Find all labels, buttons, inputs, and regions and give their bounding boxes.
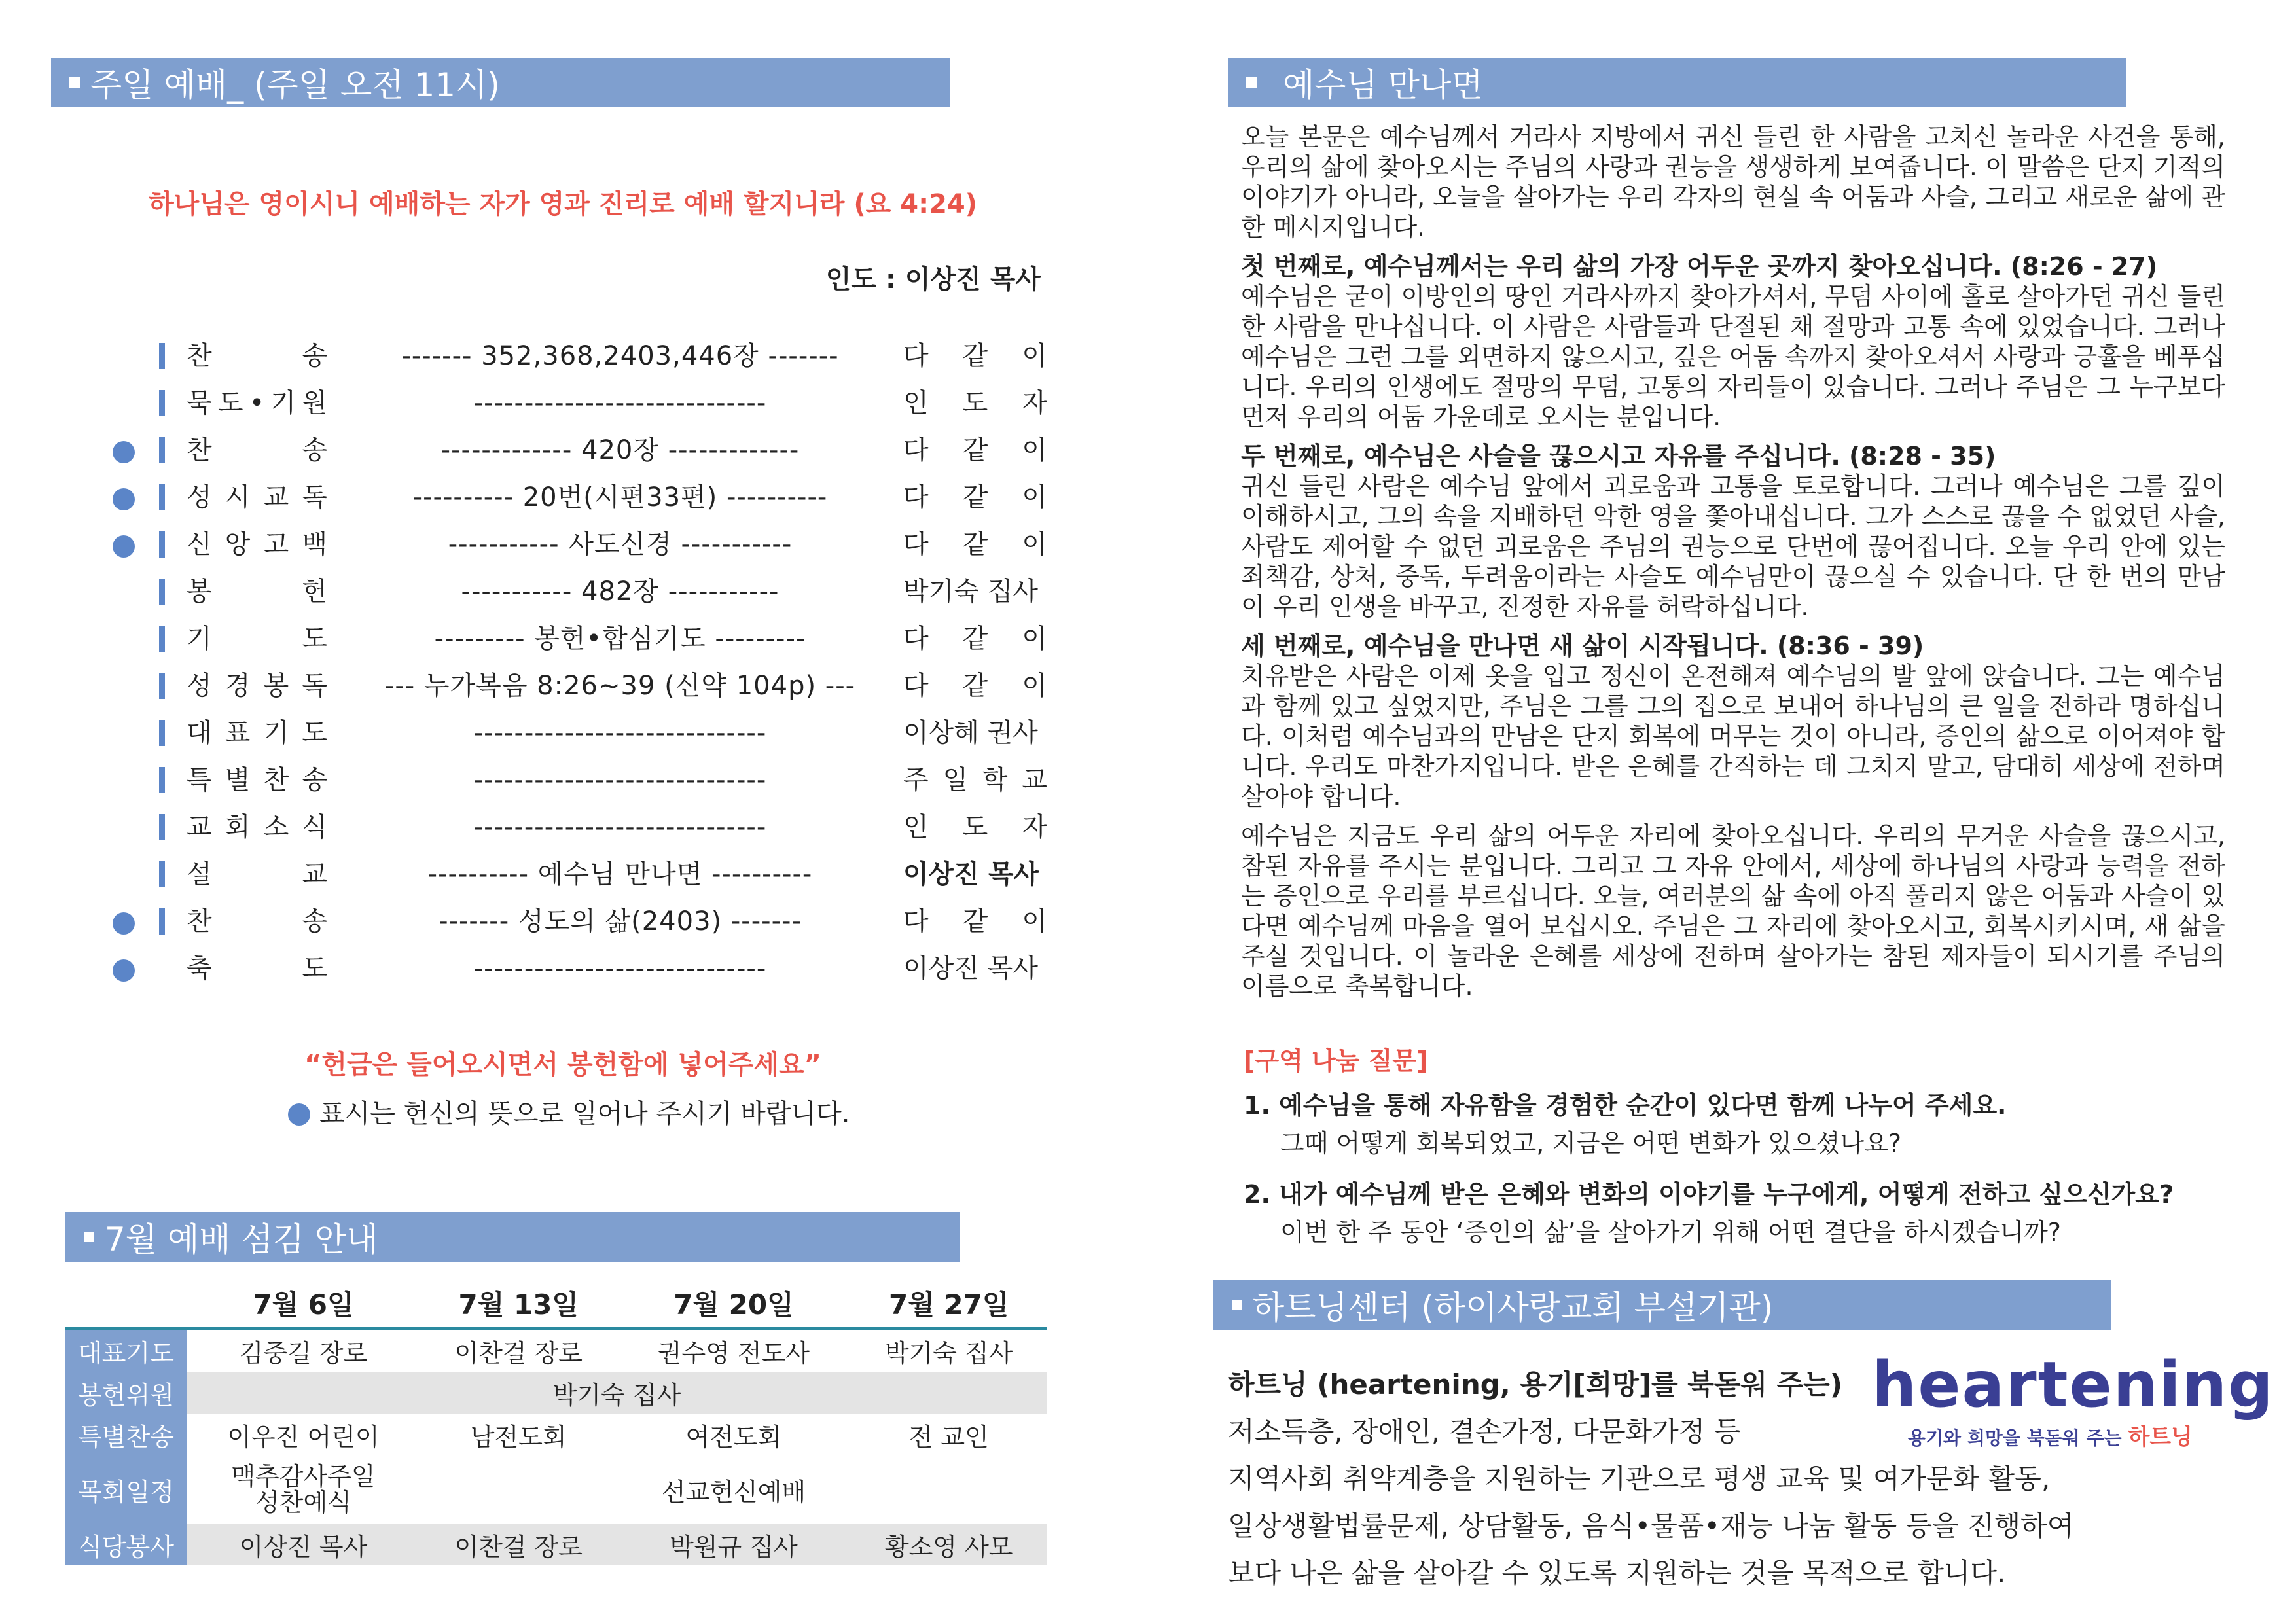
service-schedule-table (65, 1279, 1047, 1565)
order-item-person-part: 이 (1022, 671, 1047, 701)
schedule-header-title: 7월 예배 섬김 안내 (105, 1221, 378, 1258)
order-item-name (187, 474, 327, 521)
order-item-name-char: 도 (302, 624, 327, 654)
center-line: 지역사회 취약계층을 지원하는 기관으로 평생 교육 및 여가문화 활동, (1228, 1463, 2051, 1495)
bullet-square-icon (84, 1232, 94, 1242)
schedule-row-label: 목회일정 (65, 1455, 187, 1524)
order-item-person-part: 도 (962, 812, 988, 842)
order-of-worship (105, 332, 1047, 992)
questions-label: [구역 나눔 질문] (1244, 1046, 1428, 1075)
order-item-person (903, 851, 1047, 898)
order-item-name-char: 찬 (187, 906, 212, 936)
order-item-name-char: 헌 (302, 577, 327, 607)
question-title: 2. 내가 예수님께 받은 은혜와 변화의 이야기를 누구에게, 어떻게 전하고 싶으신가요? (1244, 1180, 2174, 1209)
schedule-row (65, 1329, 1047, 1372)
order-item-name (187, 615, 327, 662)
order-item-name-char: 독 (302, 482, 327, 512)
bullet-bar-icon (159, 626, 165, 652)
bullet-bar-icon (159, 531, 165, 558)
order-item-person-part: 학 (982, 765, 1008, 795)
order-item-name-char: 특 (187, 765, 212, 795)
order-item-name-char: 교 (302, 859, 327, 889)
bullet-bar-icon (159, 720, 165, 746)
order-item-detail: ----------------------------- (473, 954, 767, 984)
order-item-person (903, 804, 1047, 851)
question-title: 1. 예수님을 통해 자유함을 경험한 순간이 있다면 함께 나누어 주세요. (1244, 1091, 2007, 1120)
order-item-person (903, 332, 1047, 380)
schedule-cell: 권수영 전도사 (657, 1338, 810, 1368)
order-item-name-char: 기 (187, 624, 212, 654)
center-header-title: 하트닝센터 (하이사랑교회 부설기관) (1253, 1289, 1774, 1327)
order-item-name-char: 원 (302, 388, 327, 418)
order-item-detail: ------- 성도의 삶(2403) ------- (439, 906, 802, 936)
order-item-person-part: 인 (903, 812, 929, 842)
center-line: 저소득층, 장애인, 결손가정, 다문화가정 등 (1228, 1416, 1741, 1448)
order-item-person-part: 같 (962, 482, 988, 512)
schedule-cell: 이찬걸 장로 (454, 1338, 583, 1368)
order-item-person-part: 이상진 목사 (903, 954, 1038, 984)
order-item-person-part: 도 (962, 388, 988, 418)
point-body: 치유받은 사람은 이제 옷을 입고 정신이 온전해져 예수님의 발 앞에 앉습니다. 그는 예수님과 함께 있고 싶었지만, 주님은 그를 그의 집으로 보내어 하나님의 큰 일을 전하라 명하십니다. 이처럼 예수님과의 만남은 단지 회복에 머무는 것이 아니라, 증인의 삶으로 이어져야 합니다. 우리도 마찬가지입니다. 받은 은혜를 간직하는 데 그치지 말고, 담대히 세상에 전하며 살아야 합니다. (1241, 662, 2225, 811)
offering-notice: “헌금은 들어오시면서 봉헌함에 넣어주세요” (304, 1050, 821, 1080)
schedule-date: 7월 20일 (617, 1279, 850, 1329)
order-item-name (187, 332, 327, 380)
order-item-name (187, 380, 327, 427)
center-line: 보다 나은 삶을 살아갈 수 있도록 지원하는 것을 목적으로 합니다. (1228, 1557, 2006, 1589)
order-row (105, 380, 1047, 427)
bullet-square-icon (69, 77, 80, 88)
schedule-cell: 이상진 목사 (187, 1524, 420, 1565)
order-item-name-char: 교 (187, 812, 212, 842)
heartening-logo (1872, 1348, 2274, 1451)
order-item-name-char: 회 (224, 812, 251, 842)
schedule-cell: 박기숙 집사 (187, 1372, 1047, 1414)
order-item-name-char: 기 (270, 388, 296, 418)
standing-dot-icon (113, 535, 135, 558)
order-item-person (903, 757, 1047, 804)
order-item-name-char: 송 (302, 765, 327, 795)
questions-list (1244, 1086, 2265, 1251)
point-body: 귀신 들린 사람은 예수님 앞에서 괴로움과 고통을 토로합니다. 그러나 예수님은 그를 깊이 이해하시고, 그의 속을 지배하던 악한 영을 쫓아내십니다. 그가 스스로 끊을 수 없었던 사슬, 사람도 제어할 수 없던 괴로움은 주님의 권능으로 단번에 끊어집니다. 오늘 우리 안에 있는 죄책감, 상처, 중독, 두려움이라는 사슬도 예수님만이 끊으실 수 있습니다. 단 한 번의 만남이 우리 인생을 바꾸고, 진정한 자유를 허락하십니다. (1241, 472, 2225, 621)
order-item-name (187, 709, 327, 757)
bullet-bar-icon (159, 908, 165, 935)
order-row (105, 804, 1047, 851)
order-item-person-part: 인 (903, 388, 929, 418)
schedule-date: 7월 6일 (187, 1279, 420, 1329)
bullet-bar-icon (159, 390, 165, 416)
order-item-person-part: 다 (903, 435, 929, 465)
schedule-cell: 황소영 사모 (850, 1524, 1047, 1565)
schedule-cell: 이찬걸 장로 (420, 1524, 617, 1565)
order-row (105, 568, 1047, 615)
order-item-name-char: 신 (187, 529, 212, 560)
order-item-person-part: 박기숙 집사 (903, 577, 1038, 607)
order-item-name-char: 고 (263, 529, 289, 560)
order-item-person (903, 898, 1047, 945)
order-row (105, 757, 1047, 804)
order-item-detail: ----------- 482장 ----------- (461, 577, 780, 607)
order-item-person-part: 같 (962, 435, 988, 465)
order-item-person-part: 이상진 목사 (903, 859, 1039, 889)
schedule-row (65, 1414, 1047, 1455)
order-row (105, 474, 1047, 521)
schedule-cell: 전 교인 (908, 1422, 989, 1452)
standing-dot-icon (113, 441, 135, 463)
center-line: 일상생활법률문제, 상담활동, 음식•물품•재능 나눔 활동 등을 진행하여 (1228, 1510, 2074, 1542)
order-item-detail: ----------------------------- (473, 765, 767, 795)
order-row (105, 427, 1047, 474)
point-title: 두 번째로, 예수님은 사슬을 끊으시고 자유를 주십니다. (8:28 - 35) (1241, 442, 1996, 471)
order-item-person-part: 이 (1022, 529, 1047, 560)
order-item-name (187, 945, 327, 992)
order-item-person (903, 427, 1047, 474)
order-item-name-char: 표 (224, 718, 251, 748)
order-item-person-part: 같 (962, 341, 988, 371)
bullet-bar-icon (159, 437, 165, 463)
standing-note (288, 1093, 850, 1130)
schedule-row (65, 1372, 1047, 1414)
order-item-name-char: 봉 (187, 577, 212, 607)
standing-dot-icon (113, 959, 135, 982)
order-item-name-char: 성 (187, 482, 212, 512)
order-item-person-part: 교 (1022, 765, 1047, 795)
schedule-row-label: 특별찬송 (65, 1414, 187, 1455)
schedule-cell: 박기숙 집사 (884, 1338, 1013, 1368)
order-item-name (187, 757, 327, 804)
sermon-header-title: 예수님 만나면 (1283, 66, 1483, 104)
order-item-detail: --- 누가복음 8:26~39 (신약 104p) --- (384, 671, 856, 701)
order-item-person-part: 같 (962, 906, 988, 936)
order-item-person (903, 709, 1047, 757)
order-item-name-char: 찬 (187, 341, 212, 371)
order-item-detail: ----------- 사도신경 ----------- (448, 529, 793, 560)
bullet-square-icon (1246, 77, 1257, 88)
order-item-person-part: 이 (1022, 341, 1047, 371)
bullet-bar-icon (159, 484, 165, 510)
center-line: 하트닝 (heartening, 용기[희망]를 북돋워 주는) (1228, 1368, 1842, 1400)
order-item-detail: ---------- 20번(시편33편) ---------- (412, 482, 828, 512)
order-item-person (903, 568, 1047, 615)
order-item-name-char: 대 (187, 718, 212, 748)
schedule-cell: 이우진 어린이 (227, 1422, 380, 1452)
order-item-detail: --------- 봉헌•합심기도 --------- (434, 624, 806, 654)
schedule-cell: 남전도회 (470, 1422, 567, 1452)
bullet-bar-icon (159, 673, 165, 699)
sermon-header (1228, 58, 2126, 107)
schedule-cell: 선교헌신예배 (661, 1477, 806, 1507)
order-item-person-part: 다 (903, 482, 929, 512)
order-item-name-char: 백 (302, 529, 327, 560)
order-item-name-char: 별 (224, 765, 251, 795)
scripture-verse: 하나님은 영이시니 예배하는 자가 영과 진리로 예배 할지니라 (요 4:24) (148, 189, 978, 219)
schedule-cell: 여전도회 (685, 1422, 782, 1452)
standing-dot-icon (113, 488, 135, 510)
order-item-name-char: 묵 (187, 388, 212, 418)
order-item-detail: ------------- 420장 ------------- (440, 435, 800, 465)
order-item-person-part: 이 (1022, 906, 1047, 936)
order-item-person-part: 이 (1022, 482, 1047, 512)
bullet-square-icon (1232, 1300, 1242, 1310)
schedule-cell: 맥추감사주일 성찬예식 (231, 1462, 376, 1517)
order-item-name (187, 898, 327, 945)
order-item-name-char: 송 (302, 435, 327, 465)
order-item-name-char: 송 (302, 906, 327, 936)
schedule-row-label: 봉헌위원 (65, 1372, 187, 1414)
schedule-date: 7월 27일 (850, 1279, 1047, 1329)
sermon-body (1241, 122, 2225, 1001)
order-item-person-part: 같 (962, 671, 988, 701)
order-item-name-char: • (249, 388, 265, 418)
order-item-name-char: 도 (217, 388, 243, 418)
standing-dot-icon (288, 1103, 310, 1126)
logo-wordmark: heartening (1872, 1348, 2274, 1421)
order-item-person-part: 다 (903, 341, 929, 371)
order-item-name-char: 식 (302, 812, 327, 842)
point-title: 첫 번째로, 예수님께서는 우리 삶의 가장 어두운 곳까지 찾아오십니다. (8:26 - 27) (1241, 252, 2158, 281)
order-item-name-char: 경 (224, 671, 251, 701)
logo-tagline-name: 하트닝 (2128, 1424, 2193, 1450)
order-item-name (187, 427, 327, 474)
order-item-person-part: 자 (1022, 812, 1047, 842)
order-row (105, 851, 1047, 898)
order-item-person-part: 일 (942, 765, 969, 795)
order-item-person (903, 615, 1047, 662)
order-item-name (187, 662, 327, 709)
order-item-name-char: 도 (302, 954, 327, 984)
order-item-person-part: 다 (903, 906, 929, 936)
order-item-name-char: 성 (187, 671, 212, 701)
order-row (105, 615, 1047, 662)
sermon-intro: 오늘 본문은 예수님께서 거라사 지방에서 귀신 들린 한 사람을 고치신 놀라운 사건을 통해, 우리의 삶에 찾아오시는 주님의 사랑과 권능을 생생하게 보여줍니다. 이 말씀은 단지 기적의 이야기가 아니라, 오늘을 살아가는 우리 각자의 현실 속 어둠과 사슬, 그리고 새로운 삶에 관한 메시지입니다. (1241, 122, 2225, 241)
service-leader: 인도 : 이상진 목사 (825, 264, 1041, 294)
order-item-name-char: 독 (302, 671, 327, 701)
order-item-name-char: 봉 (263, 671, 289, 701)
order-item-person-part: 같 (962, 624, 988, 654)
schedule-corner (65, 1279, 187, 1329)
order-row (105, 332, 1047, 380)
order-item-person-part: 같 (962, 529, 988, 560)
logo-tagline-text: 용기와 희망을 북돋워 주는 (1907, 1427, 2122, 1449)
order-item-person (903, 380, 1047, 427)
order-row (105, 898, 1047, 945)
order-item-person-part: 자 (1022, 388, 1047, 418)
order-item-name (187, 568, 327, 615)
order-item-name (187, 521, 327, 568)
standing-note-text: 표시는 헌신의 뜻으로 일어나 주시기 바랍니다. (319, 1099, 850, 1129)
order-row (105, 521, 1047, 568)
order-item-detail: ---------- 예수님 만나면 ---------- (427, 859, 813, 889)
worship-header (51, 58, 950, 107)
order-item-name-char: 기 (263, 718, 289, 748)
worship-header-title: 주일 예배_ (주일 오전 11시) (90, 66, 500, 104)
order-item-name-char: 도 (302, 718, 327, 748)
bullet-bar-icon (159, 814, 165, 840)
bullet-bar-icon (159, 767, 165, 793)
order-item-detail: ------- 352,368,2403,446장 ------- (401, 341, 839, 371)
order-item-person-part: 주 (903, 765, 929, 795)
bullet-bar-icon (159, 579, 165, 605)
order-item-name-char: 앙 (224, 529, 251, 560)
order-item-name-char: 송 (302, 341, 327, 371)
order-row (105, 662, 1047, 709)
order-item-detail: ----------------------------- (473, 388, 767, 418)
order-item-name-char: 교 (263, 482, 289, 512)
schedule-row-label: 식당봉사 (65, 1524, 187, 1565)
schedule-cell: 박원규 집사 (617, 1524, 850, 1565)
order-item-name-char: 찬 (263, 765, 289, 795)
question-sub: 그때 어떻게 회복되었고, 지금은 어떤 변화가 있으셨나요? (1280, 1129, 1902, 1158)
order-item-detail: ----------------------------- (473, 718, 767, 748)
order-row (105, 945, 1047, 992)
order-item-person-part: 이상혜 권사 (903, 718, 1038, 748)
order-item-person-part: 이 (1022, 624, 1047, 654)
order-item-person-part: 다 (903, 624, 929, 654)
order-item-person (903, 474, 1047, 521)
point-title: 세 번째로, 예수님을 만나면 새 삶이 시작됩니다. (8:36 - 39) (1241, 632, 1924, 660)
order-item-person (903, 521, 1047, 568)
schedule-row (65, 1524, 1047, 1565)
schedule-cell: 김중길 장로 (239, 1338, 368, 1368)
schedule-date-row (65, 1279, 1047, 1329)
order-item-name-char: 설 (187, 859, 212, 889)
schedule-header (65, 1212, 960, 1262)
standing-dot-icon (113, 912, 135, 935)
logo-tagline (1872, 1419, 2193, 1451)
question-sub: 이번 한 주 동안 ‘증인의 삶’을 살아가기 위해 어떤 결단을 하시겠습니까? (1280, 1218, 2061, 1247)
bullet-bar-icon (159, 343, 165, 369)
order-item-person-part: 다 (903, 529, 929, 560)
order-item-name-char: 축 (187, 954, 212, 984)
order-item-person (903, 945, 1047, 992)
sermon-conclusion: 예수님은 지금도 우리 삶의 어두운 자리에 찾아오십니다. 우리의 무거운 사슬을 끊으시고, 참된 자유를 주시는 분입니다. 그리고 그 자유 안에서, 세상에 하나님의 사랑과 능력을 전하는 증인으로 우리를 부르십니다. 오늘, 여러분의 삶 속에 아직 풀리지 않은 어둠과 사슬이 있다면 예수님께 마음을 열어 보십시오. 주님은 그 자리에 찾아오시고, 회복시키시며, 새 삶을 주실 것입니다. 이 놀라운 은혜를 세상에 전하며 살아가는 참된 제자들이 되시기를 주님의 이름으로 축복합니다. (1241, 821, 2225, 1001)
center-header (1213, 1280, 2111, 1330)
order-item-detail: ----------------------------- (473, 812, 767, 842)
order-item-name-char: 소 (263, 812, 289, 842)
bullet-bar-icon (159, 861, 165, 887)
schedule-row-label: 대표기도 (65, 1329, 187, 1372)
order-item-person-part: 다 (903, 671, 929, 701)
order-item-name (187, 851, 327, 898)
order-item-name-char: 시 (224, 482, 251, 512)
schedule-row (65, 1455, 1047, 1524)
schedule-date: 7월 13일 (420, 1279, 617, 1329)
order-item-name-char: 찬 (187, 435, 212, 465)
order-item-person-part: 이 (1022, 435, 1047, 465)
order-item-person (903, 662, 1047, 709)
point-body: 예수님은 굳이 이방인의 땅인 거라사까지 찾아가셔서, 무덤 사이에 홀로 살아가던 귀신 들린 한 사람을 만나십니다. 이 사람은 사람들과 단절된 채 절망과 고통 속에 있었습니다. 그러나 예수님은 그런 그를 외면하지 않으시고, 깊은 어둠 속까지 찾아오셔서 사랑과 긍휼을 베푸십니다. 우리의 인생에도 절망의 무덤, 고통의 자리들이 있습니다. 그러나 주님은 그 누구보다 먼저 우리의 어둠 가운데로 오시는 분입니다. (1241, 282, 2225, 431)
order-row (105, 709, 1047, 757)
order-item-name (187, 804, 327, 851)
